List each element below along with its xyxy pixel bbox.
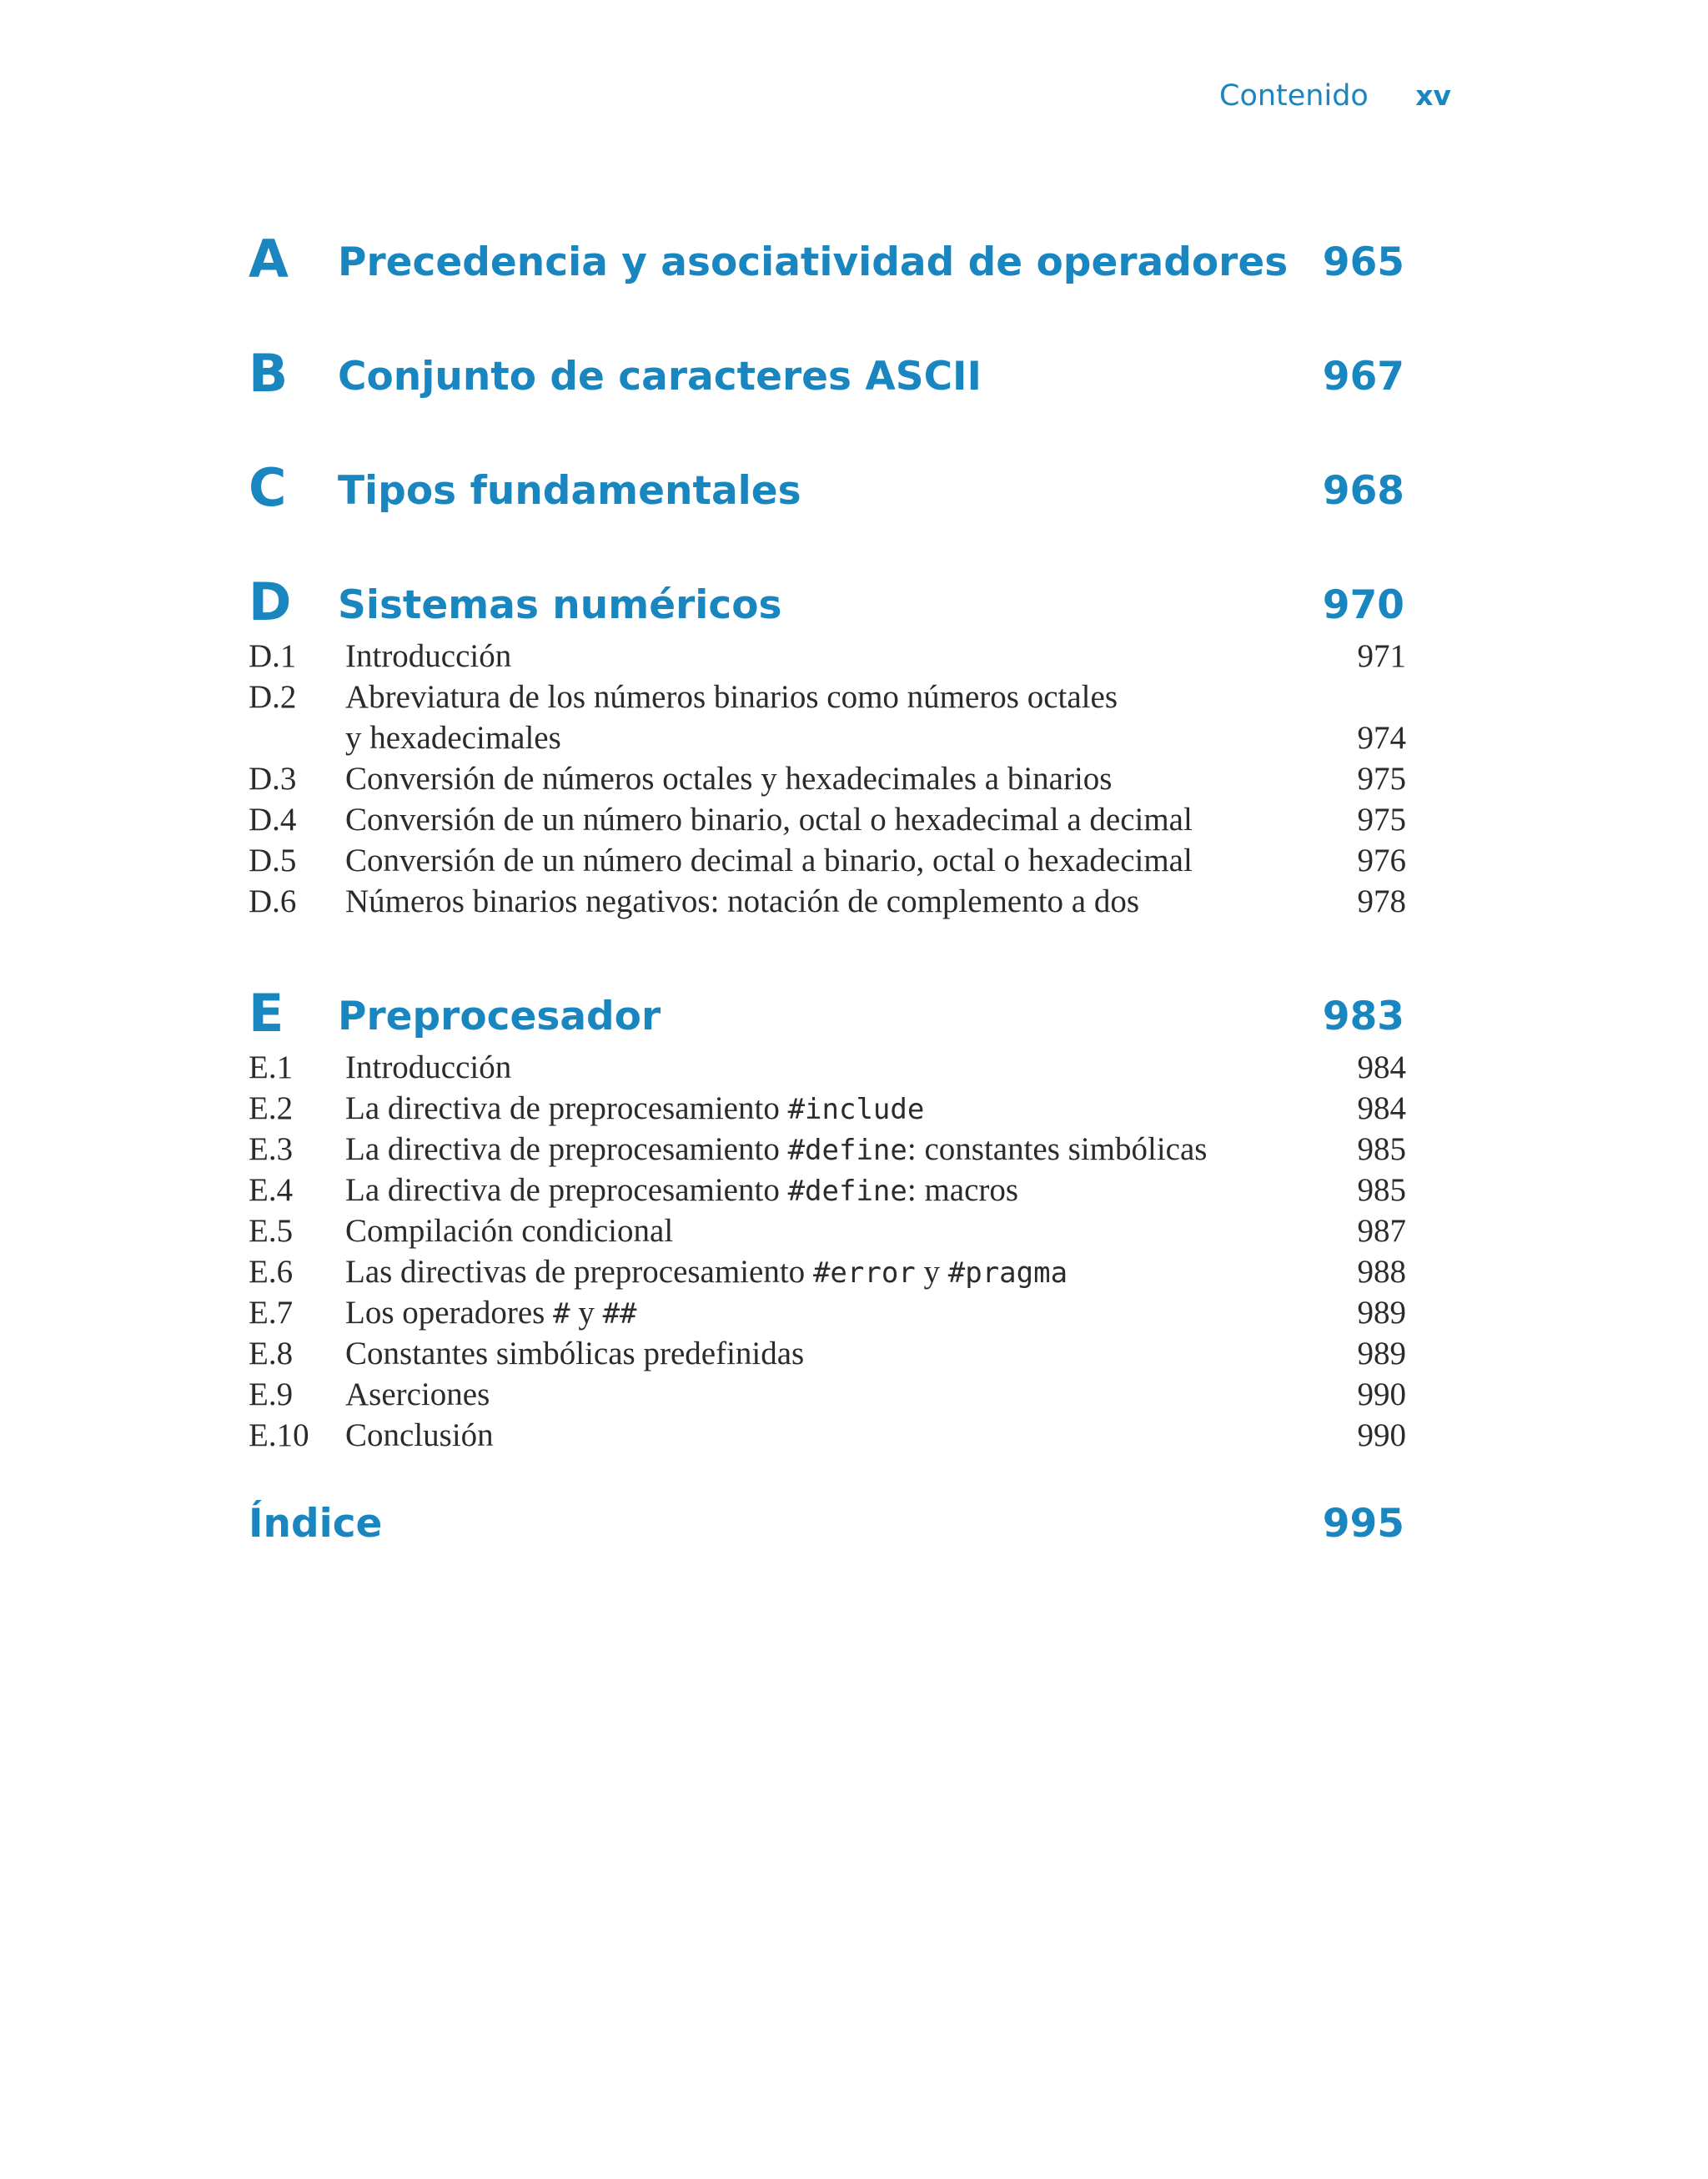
- code-directive: #error: [812, 1256, 916, 1290]
- entry-title-mid: y: [915, 1254, 948, 1290]
- appendix-page: 983: [1322, 994, 1404, 1039]
- entry-page: 989: [1357, 1295, 1406, 1331]
- toc-entry-d5[interactable]: [249, 840, 1406, 881]
- appendix-letter: C: [249, 457, 287, 518]
- entry-number: D.1: [249, 638, 297, 674]
- entry-title: Conversión de números octales y hexadecimales a binarios: [345, 761, 1113, 797]
- appendix-title: Tipos fundamentales: [338, 468, 801, 514]
- entry-title-text: La directiva de preprocesamiento: [345, 1131, 788, 1167]
- index-page: 995: [1322, 1501, 1404, 1547]
- entry-number: E.1: [249, 1049, 294, 1085]
- entry-number: E.7: [249, 1295, 294, 1331]
- entry-number: E.2: [249, 1090, 294, 1126]
- entry-page: 976: [1357, 843, 1406, 878]
- entry-page: 990: [1357, 1376, 1406, 1412]
- entry-number: E.4: [249, 1172, 294, 1208]
- entry-title: [345, 1292, 637, 1335]
- entry-number: D.4: [249, 802, 297, 838]
- entry-title: [345, 1251, 1068, 1294]
- entry-number: E.10: [249, 1417, 309, 1453]
- toc-entry-e2[interactable]: [249, 1088, 1406, 1129]
- entry-page: 985: [1357, 1172, 1406, 1208]
- entry-title: Aserciones: [345, 1376, 490, 1412]
- entry-page: 987: [1357, 1213, 1406, 1249]
- toc-entry-e5[interactable]: [249, 1210, 1406, 1251]
- entry-number: E.9: [249, 1376, 294, 1412]
- entry-number: D.6: [249, 883, 297, 919]
- toc-appendix-c[interactable]: [249, 455, 1406, 521]
- entry-title: Constantes simbólicas predefinidas: [345, 1336, 805, 1371]
- code-operator: #: [553, 1297, 570, 1331]
- entry-page: 975: [1357, 802, 1406, 838]
- toc-entry-e1[interactable]: [249, 1047, 1406, 1088]
- entry-title: Conclusión: [345, 1417, 494, 1453]
- toc-index[interactable]: [249, 1495, 1406, 1553]
- toc-entry-e7[interactable]: [249, 1292, 1406, 1333]
- toc-appendix-e[interactable]: [249, 981, 1406, 1046]
- toc-entry-d6[interactable]: [249, 881, 1406, 922]
- entry-number: E.8: [249, 1336, 294, 1371]
- entry-title: [345, 1170, 1018, 1212]
- entry-page: 971: [1357, 638, 1406, 674]
- entry-page: 988: [1357, 1254, 1406, 1290]
- index-title: Índice: [249, 1501, 383, 1547]
- entry-number: D.5: [249, 843, 297, 878]
- appendix-letter: A: [249, 229, 289, 289]
- running-head: [1219, 79, 1453, 121]
- appendix-letter: E: [249, 983, 284, 1044]
- entry-number: E.3: [249, 1131, 294, 1167]
- code-directive: #include: [787, 1093, 925, 1126]
- toc-entry-d4[interactable]: [249, 799, 1406, 840]
- entry-page: 975: [1357, 761, 1406, 797]
- appendix-page: 965: [1322, 239, 1404, 285]
- appendix-title: Sistemas numéricos: [338, 582, 782, 628]
- entry-title-text: La directiva de preprocesamiento: [345, 1172, 788, 1208]
- entry-title: Números binarios negativos: notación de complemento a dos: [345, 883, 1140, 919]
- appendix-page: 970: [1322, 582, 1404, 628]
- toc-appendix-b[interactable]: [249, 341, 1406, 406]
- entry-title-text: Las directivas de preprocesamiento: [345, 1254, 813, 1290]
- entry-title-continued: y hexadecimales: [345, 720, 561, 756]
- toc-entry-d3[interactable]: [249, 758, 1406, 799]
- entry-title-mid: y: [570, 1295, 603, 1331]
- appendix-page: 967: [1322, 354, 1404, 400]
- running-head-section: Contenido: [1219, 79, 1369, 113]
- entry-title: [345, 1088, 924, 1130]
- entry-title-suffix: : macros: [907, 1172, 1019, 1208]
- code-directive: #pragma: [947, 1256, 1068, 1290]
- entry-title-text: La directiva de preprocesamiento: [345, 1090, 788, 1126]
- entry-page: 984: [1357, 1090, 1406, 1126]
- entry-title: Abreviatura de los números binarios como números octales: [345, 679, 1118, 715]
- entry-number: D.3: [249, 761, 297, 797]
- code-operator: ##: [602, 1297, 637, 1331]
- entry-number: E.6: [249, 1254, 294, 1290]
- toc-entry-e3[interactable]: [249, 1129, 1406, 1170]
- toc-entry-e9[interactable]: [249, 1374, 1406, 1415]
- entry-page: 990: [1357, 1417, 1406, 1453]
- entry-title: Introducción: [345, 1049, 512, 1085]
- appendix-page: 968: [1322, 468, 1404, 514]
- toc-entry-e10[interactable]: [249, 1415, 1406, 1456]
- toc-entry-d1[interactable]: [249, 636, 1406, 677]
- entry-title: Conversión de un número binario, octal o hexadecimal a decimal: [345, 802, 1193, 838]
- entry-title-suffix: : constantes simbólicas: [907, 1131, 1208, 1167]
- entry-title: [345, 1129, 1207, 1171]
- toc-entry-e4[interactable]: [249, 1170, 1406, 1210]
- code-directive: #define: [787, 1175, 907, 1208]
- entry-page: 985: [1357, 1131, 1406, 1167]
- toc-entry-d2[interactable]: [249, 677, 1406, 758]
- appendix-title: Conjunto de caracteres ASCII: [338, 354, 982, 400]
- entry-page: 974: [1357, 720, 1406, 756]
- entry-number: E.5: [249, 1213, 294, 1249]
- entry-page: 978: [1357, 883, 1406, 919]
- entry-page: 984: [1357, 1049, 1406, 1085]
- appendix-letter: D: [249, 571, 292, 632]
- toc-entry-e6[interactable]: [249, 1251, 1406, 1292]
- appendix-title: Precedencia y asociatividad de operadores: [338, 239, 1289, 285]
- appendix-letter: B: [249, 343, 289, 404]
- entry-title: Introducción: [345, 638, 512, 674]
- toc-appendix-d[interactable]: [249, 570, 1406, 635]
- code-directive: #define: [787, 1134, 907, 1167]
- entry-page: 989: [1357, 1336, 1406, 1371]
- entry-title: Conversión de un número decimal a binario, octal o hexadecimal: [345, 843, 1193, 878]
- entry-number: D.2: [249, 679, 297, 715]
- toc-entry-e8[interactable]: [249, 1333, 1406, 1374]
- toc-appendix-a[interactable]: [249, 227, 1406, 292]
- page-folio: xv: [1415, 79, 1451, 112]
- entry-title: Compilación condicional: [345, 1213, 674, 1249]
- appendix-title: Preprocesador: [338, 994, 661, 1039]
- entry-title-text: Los operadores: [345, 1295, 554, 1331]
